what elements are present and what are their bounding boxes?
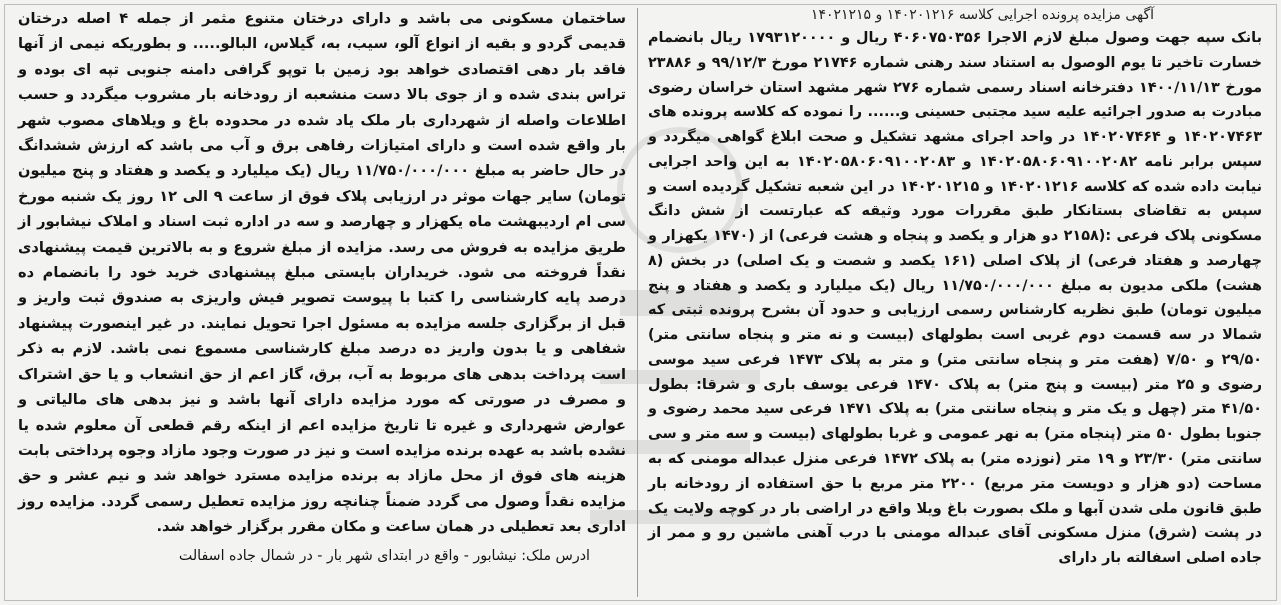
column-divider [637, 8, 638, 597]
right-column [640, 0, 1274, 605]
notice-body-right: بانک سپه جهت وصول مبلغ لازم الاجرا ۴۰۶۰۷۵۰۳۵۶ ریال و ۱۷۹۳۱۲۰۰۰۰ ریال بانضمام خسارت تاخیر تا یوم الوصول به استناد سند رهنی شماره ۲۱۷۴۶ مورخ ۹۹/۱۲/۳ و ۲۳۸۸۶ مورخ ۱۴۰۰/۱۱/۱۳ دفترخانه اسناد رسمی شماره ۲۷۶ شهر مشهد استان خراسان رضوی مبادرت به صدور اجرائیه علیه سید مجتبی حسینی و...... را نموده که کلاسه پرونده های ۱۴۰۲۰۷۴۶۳ و ۱۴۰۲۰۷۴۶۴ در واحد اجرای مشهد تشکیل و صحت ابلاغ گواهی میگردد و سپس برابر نامه ۱۴۰۲۰۵۸۰۶۰۹۱۰۰۲۰۸۲ و ۱۴۰۲۰۵۸۰۶۰۹۱۰۰۲۰۸۳ به این واحد اجرایی نیابت داده شده که کلاسه ۱۴۰۲۰۱۲۱۶ و ۱۴۰۲۰۱۲۱۵ در این شعبه تشکیل گردیده است و سپس به تقاضای بستانکار طبق مقررات مورد وثیقه که عبارتست از شش دانگ مسکونی پلاک فرعی :(۲۱۵۸ دو هزار و یکصد و پنجاه و هشت فرعی) از (۱۴۷۰ یکهزار و چهارصد و هفتاد فرعی) از پلاک اصلی (۱۶۱ یکصد و شصت و یک اصلی) در بخش (۸ هشت) ملکی مدیون به مبلغ ۱۱/۷۵۰/۰۰۰/۰۰۰ ریال (یک میلیارد و یکصد و هفتاد و پنج میلیون تومان) طبق نظریه کارشناس رسمی ارزیابی و حدود آن بشرح پرونده ثبتی که شمالا در سه قسمت دوم غربی است بطولهای (بیست و نه متر و پنجاه سانتی متر) ۲۹/۵۰ و ۷/۵۰ (هفت متر و پنجاه سانتی متر) و متر به پلاک ۱۴۷۳ فرعی سید موسی رضوی و ۲۵ متر (بیست و پنج متر) به پلاک ۱۴۷۰ فرعی یوسف باری و شرقا: بطول ۴۱/۵۰ متر (چهل و یک متر و پنجاه سانتی متر) به پلاک ۱۴۷۱ فرعی سید محمد رضوی و جنوبا بطول ۵۰ متر (پنجاه متر) به نهر عمومی و غربا بطولهای (بیست و سه متر و سی سانتی متر) ۲۳/۳۰ و ۱۹ متر (نوزده متر) به پلاک ۱۴۷۲ فرعی منزل عبداله مومنی که به مساحت (دو هزار و دویست متر مربع) ۲۲۰۰ متر مربع با حق استفاده از رودخانه بار طبق قانون ملی شدن آبها و ملک بصورت باغ ویلا واقع در اراضی بار در کوچه ولایت یک در پشت (شرق) منزل مسکونی آقای عبداله مومنی با درب آهنی ماشین رو و ممر از جاده اصلی اسفالته بار دارای [648, 30, 1263, 567]
property-address: ادرس ملک: نیشابور - واقع در ابتدای شهر بار - در شمال جاده اسفالت [178, 547, 590, 564]
notice-heading: آگهی مزایده پرونده اجرایی کلاسه ۱۴۰۲۰۱۲۱۶ و ۱۴۰۲۱۲۱۵ [810, 7, 1154, 23]
left-column [8, 0, 634, 605]
notice-body-left: ساختمان مسکونی می باشد و دارای درختان متنوع مثمر از جمله ۴ اصله درختان قدیمی گردو و بقیه از انواع آلو، سیب، به، گیلاس، البالو..... و بطوریکه نیمی از آنها فاقد بار دهی اقتصادی خواهد بود زمین با توپو گرافی دامنه جنوبی تپه ای بوده و تراس بندی شده و از جوی بالا دست منشعبه از رودخانه بار مشروب میگردد و حسب اطلاعات واصله از شهرداری بار ملک یاد شده در محدوده باغ و ویلاهای مصوب شهر بار واقع شده است و دارای امتیازات رفاهی برق و آب می باشد که ارزش ششدانگ در حال حاضر به مبلغ ۱۱/۷۵۰/۰۰۰/۰۰۰ ریال (یک میلیارد و یکصد و هفتاد و پنج میلیون تومان) سایر جهات موثر در ارزیابی پلاک فوق از ساعت ۹ الی ۱۲ روز یک شنبه مورخ سی ام اردیبهشت ماه یکهزار و چهارصد و سه در اداره ثبت اسناد و املاک نیشابور از طریق مزایده به فروش می رسد. مزایده از مبلغ شروع و به بالاترین قیمت پیشنهادی نقداً فروخته می شود. خریداران بایستی مبلغ پیشنهادی خرید خود را بانضمام ده درصد پایه کارشناسی را کتبا با پیوست تصویر فیش واریزی به صندوق ثبت واریز و قبل از برگزاری جلسه مزایده به مسئول اجرا تحویل نمایند. در غیر اینصورت پیشنهاد شفاهی و یا بدون واریز ده درصد مبلغ کارشناسی مسموع نمی باشد. لازم به ذکر است پرداخت بدهی های مربوط به آب، برق، گاز اعم از حق انشعاب و یا حق اشتراک و مصرف در صورتی که مورد مزایده دارای آنها باشد و نیز بدهی های مالیاتی و عوارض شهرداری و غیره تا تاریخ مزایده اعم از اینکه رقم قطعی آن معلوم شده یا نشده باشد به عهده برنده مزایده است و نیز در صورت وجود مازاد وجوه پرداختی بابت هزینه های فوق از محل مازاد به برنده مزایده مسترد خواهد شد و نیم عشر و حق مزایده نقداً وصول می گردد ضمناً چنانچه روز مزایده تعطیل رسمی گردد. مزایده روز اداری بعد تعطیلی در همان ساعت و مکان مقرر برگزار خواهد شد. [18, 10, 627, 536]
